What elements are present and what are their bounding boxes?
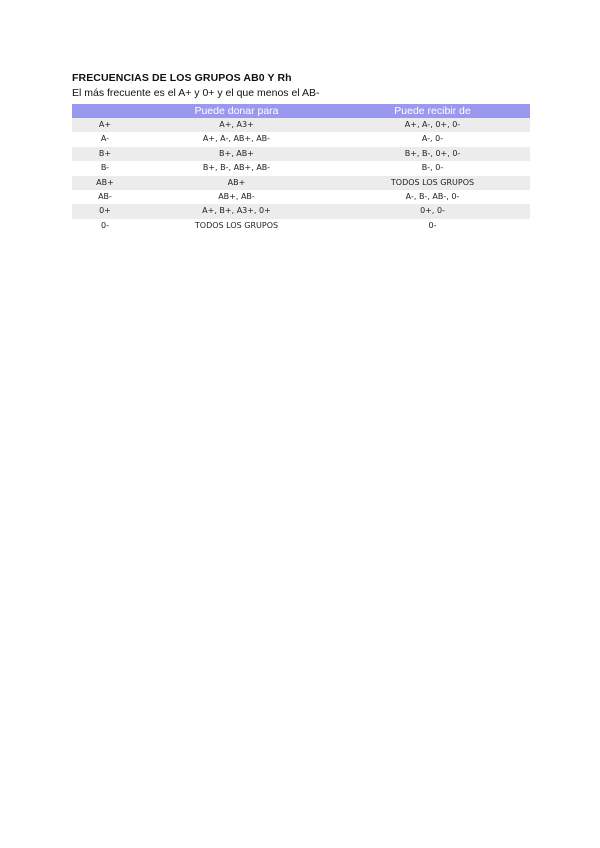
document-title: FRECUENCIAS DE LOS GRUPOS AB0 Y Rh	[72, 72, 292, 84]
cell-donate: A+, B+, A3+, 0+	[138, 204, 335, 218]
cell-donate: A+, A-, AB+, AB-	[202, 134, 271, 144]
cell-donate: A+, A3+	[138, 118, 335, 132]
blood-group-table	[72, 104, 530, 233]
table-row	[72, 132, 530, 146]
column-header-group	[72, 104, 138, 118]
cell-donate: AB+	[138, 176, 335, 190]
table-row	[72, 204, 530, 218]
cell-receive: B-, 0-	[421, 163, 444, 173]
cell-receive: 0+, 0-	[335, 204, 530, 218]
cell-group: B+	[72, 147, 138, 161]
cell-group: A+	[72, 118, 138, 132]
cell-group: 0-	[101, 220, 109, 230]
cell-donate: B+, B-, AB+, AB-	[202, 163, 271, 173]
cell-receive: TODOS LOS GRUPOS	[335, 176, 530, 190]
cell-group: 0+	[72, 204, 138, 218]
cell-receive: 0-	[428, 220, 437, 230]
cell-receive: B+, B-, 0+, 0-	[335, 147, 530, 161]
document-subtitle: El más frecuente es el A+ y 0+ y el que menos el AB-	[72, 87, 320, 99]
cell-donate: TODOS LOS GRUPOS	[194, 220, 279, 230]
table-row	[72, 147, 530, 161]
table-header-row	[72, 104, 530, 118]
cell-group: AB-	[98, 192, 112, 202]
cell-receive: A-, 0-	[421, 134, 444, 144]
cell-donate: B+, AB+	[138, 147, 335, 161]
table-row	[72, 118, 530, 132]
cell-receive: A-, B-, AB-, 0-	[405, 192, 460, 202]
cell-group: AB+	[72, 176, 138, 190]
column-header-donate: Puede donar para	[138, 104, 335, 118]
cell-group: A-	[100, 134, 110, 144]
column-header-receive: Puede recibir de	[335, 104, 530, 118]
cell-donate: AB+, AB-	[218, 192, 255, 202]
cell-receive: A+, A-, 0+, 0-	[335, 118, 530, 132]
table-row	[72, 176, 530, 190]
cell-group: B-	[100, 163, 110, 173]
table-row	[72, 219, 530, 233]
table-row	[72, 190, 530, 204]
table-row	[72, 161, 530, 175]
